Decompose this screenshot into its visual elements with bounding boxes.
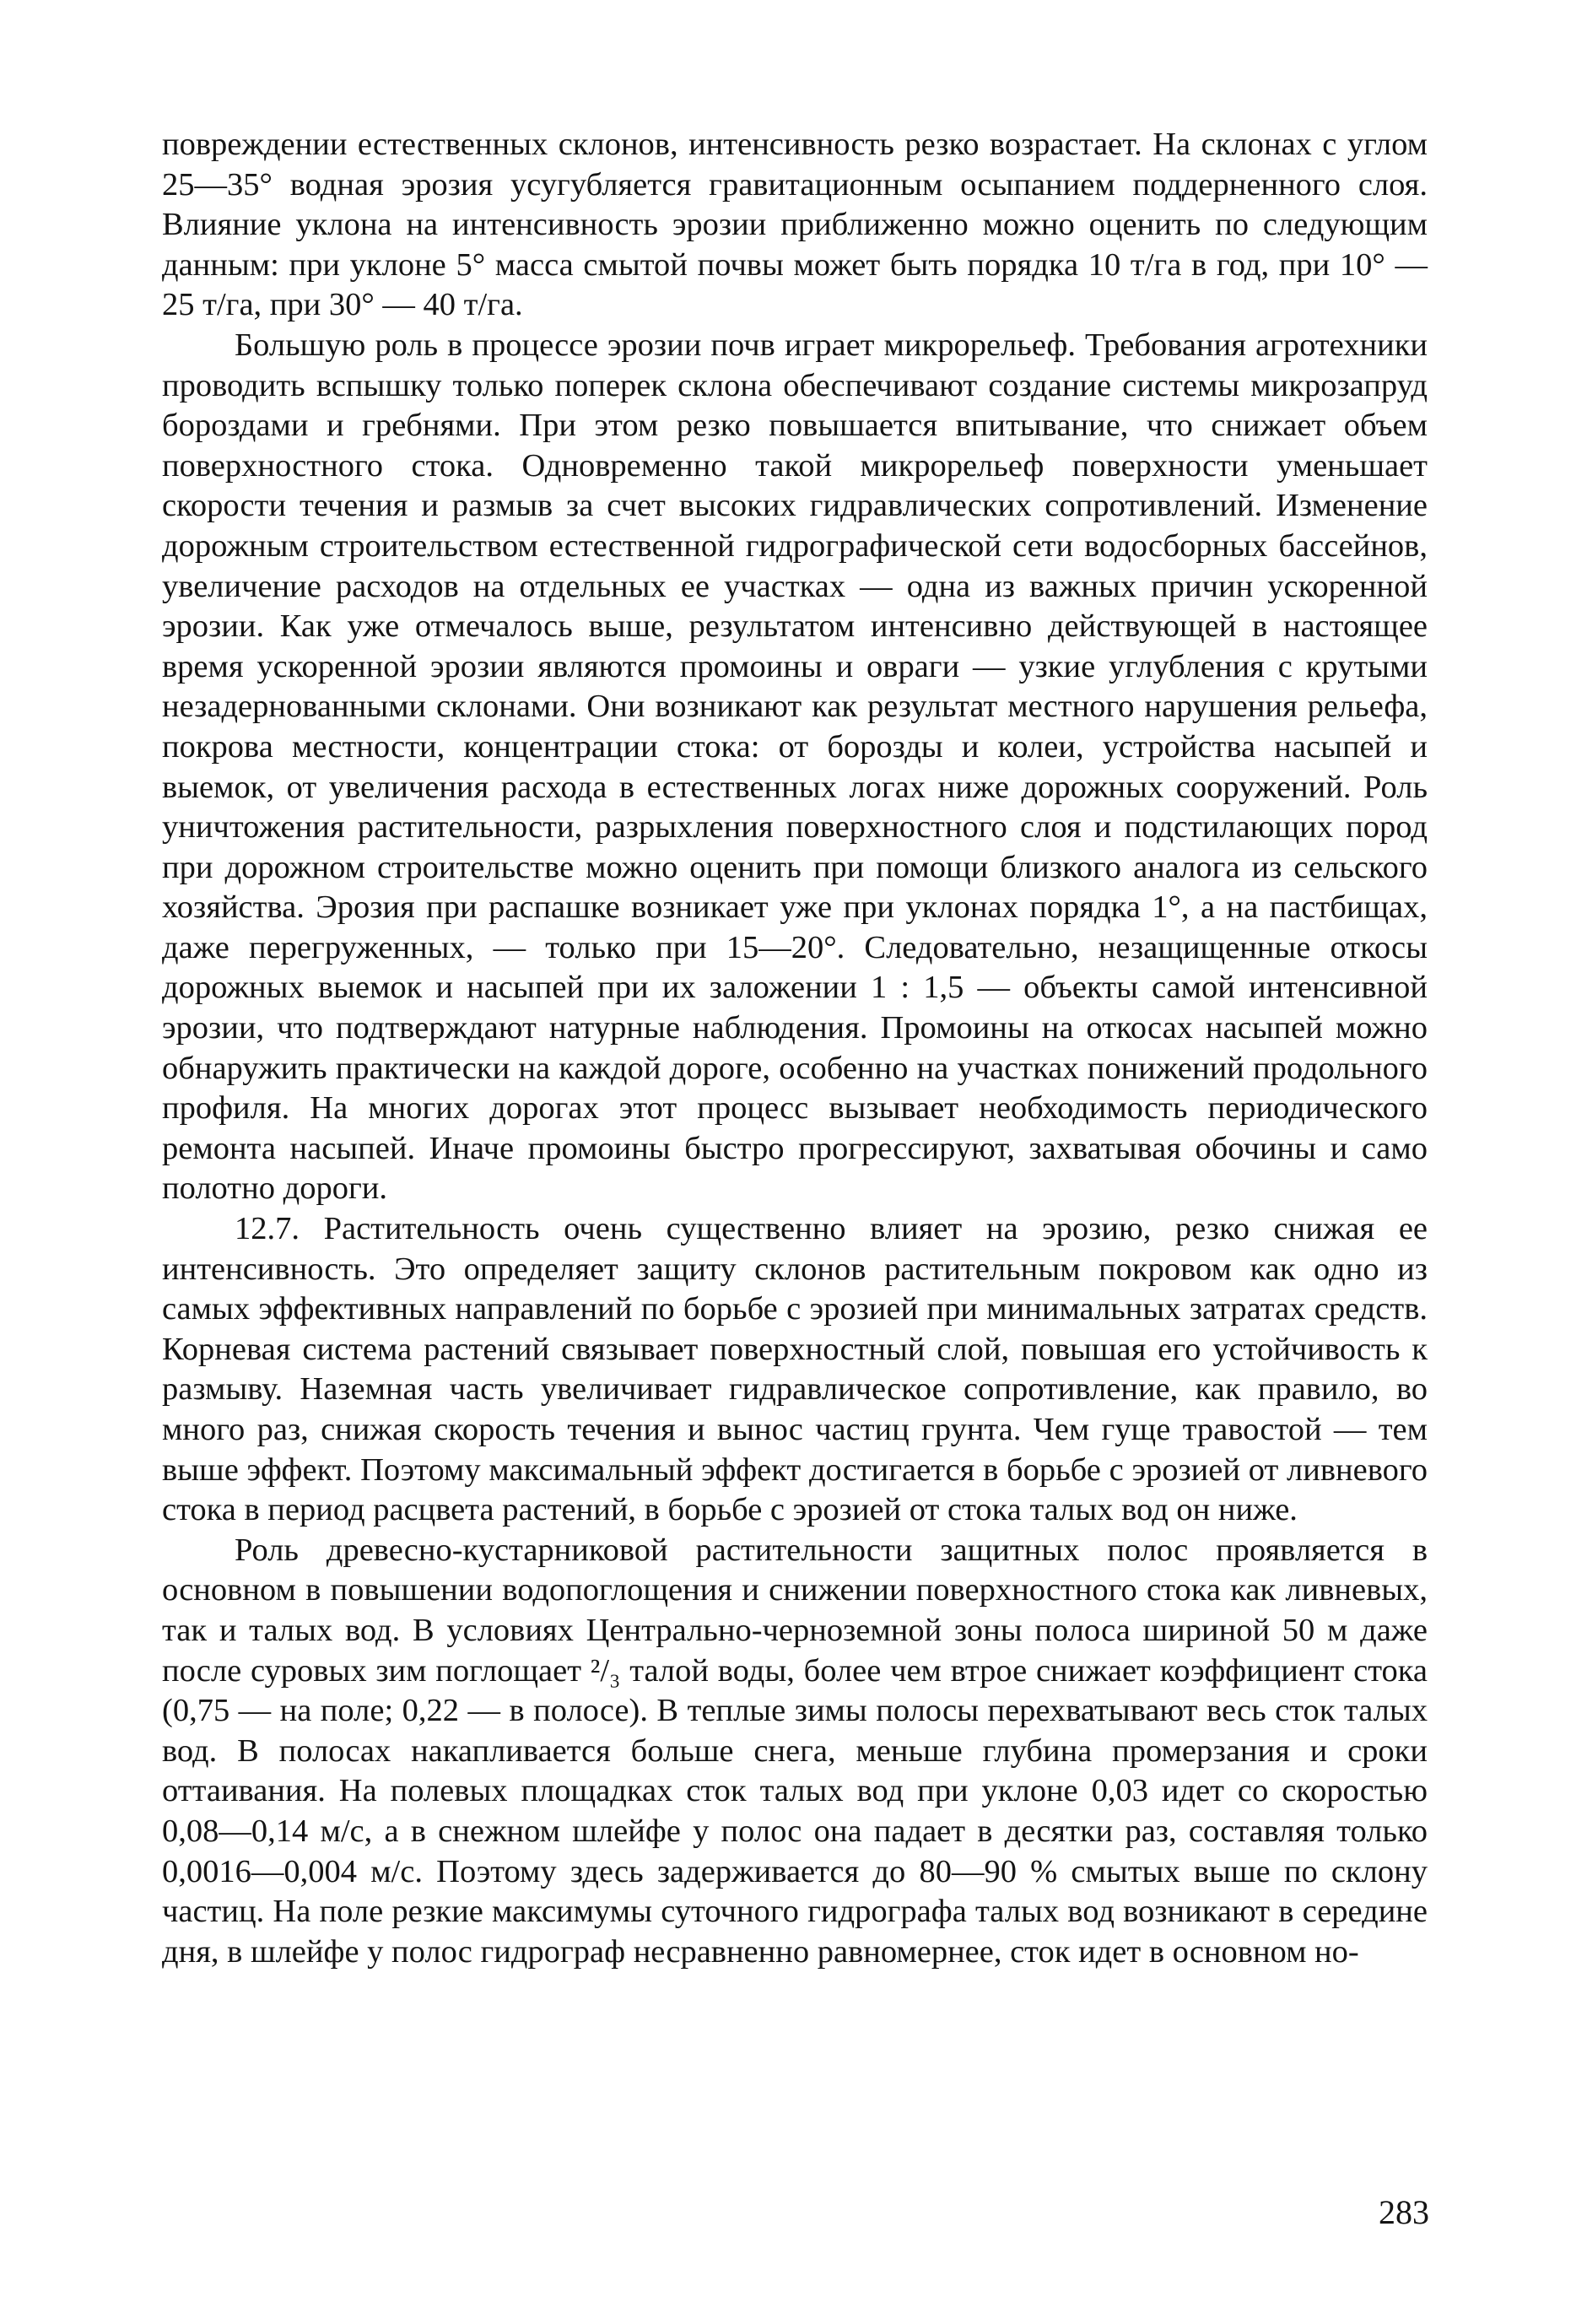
paragraph-continuation: повреждении естественных склонов, интенсивность резко возрастает. На склонах с углом 25—35° водная эрозия усугубляется гравитационным осыпанием поддерненного слоя. Влияние уклона на интенсивность эрозии приближенно можно оценить по следующим данным: при уклоне 5° масса смытой почвы может быть порядка 10 т/га в год, при 10° — 25 т/га, при 30° — 40 т/га. [162,127,1428,323]
paragraph-protective-belts: Роль древесно-кустарниковой растительности защитных полос проявляется в основном в повышении водопоглощения и снижении поверхностного стока как ливневых, так и талых вод. В условиях Центрально-черноземной зоны полоса шириной 50 м даже после суровых зим поглощает ²/₃ талой воды, более чем втрое снижает коэффициент стока (0,75 — на поле; 0,22 — в полосе). В теплые зимы полосы перехватывают весь сток талых вод. В полосах накапливается больше снега, меньше глубина промерзания и сроки оттаивания. На полевых площадках сток талых вод при уклоне 0,03 идет со скоростью 0,08—0,14 м/с, а в снежном шлейфе у полос она падает в десятки раз, составляя только 0,0016—0,004 м/с. Поэтому здесь задерживается до 80—90 % смытых выше по склону частиц. На поле резкие максимумы суточного гидрографа талых вод возникают в середине дня, в шлейфе у полос гидрограф несравненно равномернее, сток идет в основном но- [162,1532,1428,1970]
paragraph-microrelief: Большую роль в процессе эрозии почв играет микрорельеф. Требования агротехники проводить вспышку только поперек склона обеспечивают создание системы микрозапруд бороздами и гребнями. При этом резко повышается впитывание, что снижает объем поверхностного стока. Одновременно такой микрорельеф поверхности уменьшает скорости течения и размыв за счет высоких гидравлических сопротивлений. Изменение дорожным строительством естественной гидрографической сети водосборных бассейнов, увеличение расходов на отдельных ее участках — одна из важных причин ускоренной эрозии. Как уже отмечалось выше, результатом интенсивно действующей в настоящее время ускоренной эрозии являются промоины и овраги — узкие углубления с крутыми незадернованными склонами. Они возникают как результат местного нарушения рельефа, покрова местности, концентрации стока: от борозды и колеи, устройства насыпей и выемок, от увеличения расхода в естественных логах ниже дорожных сооружений. Роль уничтожения растительности, разрыхления поверхностного слоя и подстилающих пород при дорожном строительстве можно оценить при помощи близкого аналога из сельского хозяйства. Эрозия при распашке возникает уже при уклонах порядка 1°, а на пастбищах, даже перегруженных, — только при 15—20°. Следовательно, незащищенные откосы дорожных выемок и насыпей при их заложении 1 : 1,5 — объекты самой интенсивной эрозии, что подтверждают натурные наблюдения. Промоины на откосах насыпей можно обнаружить практически на каждой дороге, особенно на участках понижений продольного профиля. На многих дорогах этот процесс вызывает необходимость периодического ремонта насыпей. Иначе промоины быстро прогрессируют, захватывая обочины и само полотно дороги. [162,327,1428,1207]
body-text [162,125,1428,1972]
page-number: 283 [1379,2193,1429,2231]
paragraph-section-12-7: 12.7. Растительность очень существенно влияет на эрозию, резко снижая ее интенсивность. Это определяет защиту склонов растительным покровом как одно из самых эффективных направлений по борьбе с эрозией при минимальных затратах средств. Корневая система растений связывает поверхностный слой, повышая его устойчивость к размыву. Наземная часть увеличивает гидравлическое сопротивление, как правило, во много раз, снижая скорость течения и вынос частиц грунта. Чем гуще травостой — тем выше эффект. Поэтому максимальный эффект достигается в борьбе с эрозией от ливневого стока в период расцвета растений, в борьбе с эрозией от стока талых вод он ниже. [162,1211,1428,1528]
